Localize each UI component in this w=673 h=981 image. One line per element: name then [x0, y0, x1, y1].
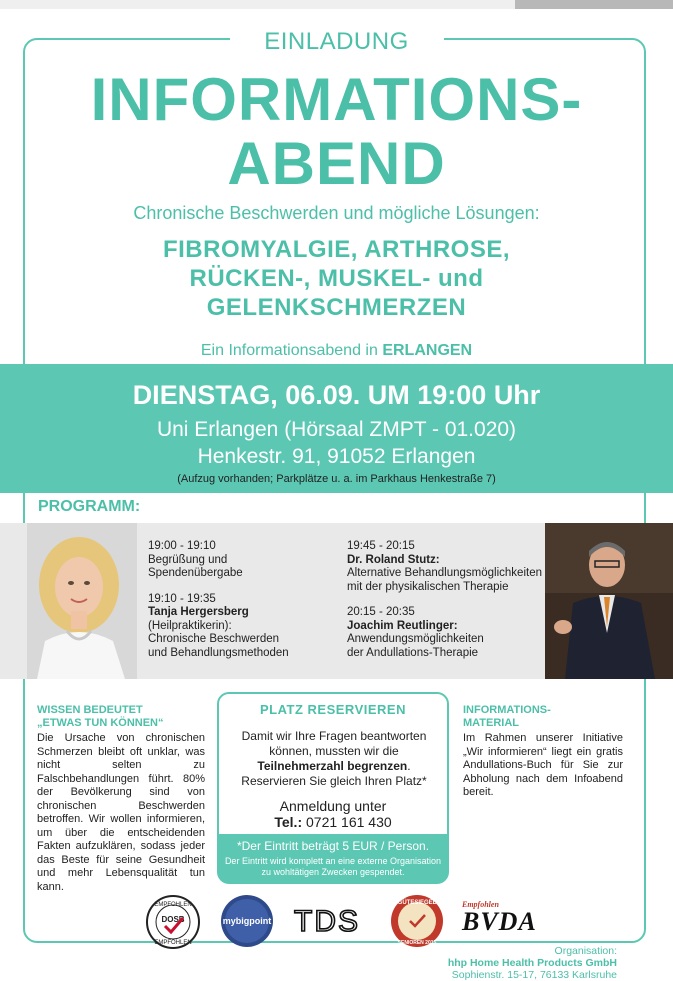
event-note: (Aufzug vorhanden; Parkplätze u. a. im Parkhaus Henkestraße 7) — [177, 473, 496, 485]
event-address: Henkestr. 91, 91052 Erlangen — [197, 445, 476, 468]
programm-line: der Andullations-Therapie — [347, 646, 479, 659]
reservation-contact — [219, 798, 447, 830]
diseases-line-2: RÜCKEN-, MUSKEL- und — [189, 265, 484, 292]
info-line — [0, 342, 673, 360]
phone-number[interactable]: 0721 161 430 — [306, 814, 392, 830]
organisation-name: hhp Home Health Products GmbH — [447, 957, 617, 969]
programm-line: Chronische Beschwerden — [148, 633, 280, 645]
programm-line: mit der physikalischen Therapie — [347, 580, 509, 593]
material-heading-line-2: MATERIAL — [463, 717, 520, 729]
senioren-text: SENIOREN 2015 — [397, 940, 437, 946]
material-heading — [463, 704, 551, 730]
einladung-heading: EINLADUNG — [264, 28, 409, 55]
guetesiegel-logo — [390, 894, 444, 948]
event-venue: Uni Erlangen (Hörsaal ZMPT - 01.020) — [156, 418, 517, 441]
guetesiegel-text: GÜTESIEGEL — [397, 900, 437, 906]
material-heading-line-1: INFORMATIONS- — [463, 704, 551, 716]
programm-line: Anwendungsmöglichkeiten — [347, 633, 484, 645]
programm-column-right — [347, 540, 542, 660]
top-strip-dark — [515, 0, 673, 9]
wissen-heading-line-2: „ETWAS TUN KÖNNEN“ — [37, 717, 164, 729]
organisation-address: Sophienstr. 15-17, 76133 Karlsruhe — [451, 969, 617, 981]
mybigpoint-text: mybigpoint — [222, 916, 272, 926]
title-line-1: INFORMATIONS- — [90, 66, 583, 133]
reservation-text — [229, 729, 439, 789]
programm-time-3: 19:45 - 20:15 — [347, 540, 415, 552]
info-city: ERLANGEN — [382, 342, 473, 359]
subtitle: Chronische Beschwerden und mögliche Lösungen: — [133, 203, 540, 223]
reservation-text-bold: Teilnehmerzahl begrenzen — [257, 759, 408, 773]
programm-time-2: 19:10 - 19:35 — [148, 592, 216, 605]
diseases-heading — [0, 235, 673, 322]
event-date: DIENSTAG, 06.09. UM 19:00 Uhr — [132, 380, 541, 410]
tds-logo — [290, 904, 364, 938]
wissen-text: Die Ursache von chronischen Schmerzen bleibt oft unklar, was nicht selten zu Falschbehandlungen führt. 80% der Bevölkerung sind von chronischen Beschwerden betroffen. Wir wollen informieren, um über die entscheidenden Fakten aufzuklären, sodass jeder das Beste für seine Gesundheit und mehr Lebensqualität tun kann. — [37, 732, 205, 893]
programm-line: und Behandlungsmethoden — [148, 646, 289, 659]
phone-label: Tel.: — [274, 814, 303, 830]
programm-speaker: Tanja Hergersberg — [148, 606, 249, 618]
info-prefix: Ein Informationsabend in — [200, 342, 383, 359]
fee-note: Der Eintritt wird komplett an eine externe Organisation zu wohltätigen Zwecken gespendet. — [224, 856, 442, 877]
wissen-heading — [37, 704, 164, 730]
page-title — [0, 68, 673, 196]
mybigpoint-logo — [220, 894, 274, 948]
reservation-text-1: Damit wir Ihre Fragen beantworten können, mussten wir die — [241, 729, 427, 758]
reservation-text-2: . Reservieren Sie gleich Ihren Platz* — [241, 759, 427, 788]
speaker-photo-woman — [27, 523, 137, 679]
phone-line[interactable] — [219, 814, 447, 830]
fee-text: *Der Eintritt beträgt 5 EUR / Person. — [236, 839, 430, 853]
bvda-logo — [462, 900, 542, 944]
anmeldung-label: Anmeldung unter — [279, 798, 387, 814]
fee-banner — [217, 834, 449, 884]
reservation-box — [217, 692, 449, 882]
dosb-top-text: EMPFOHLEN — [154, 902, 192, 908]
programm-column-left — [148, 540, 289, 660]
programm-speaker: Dr. Roland Stutz: — [347, 553, 440, 566]
dosb-logo — [145, 894, 201, 950]
programm-time-1: 19:00 - 19:10 — [148, 540, 216, 552]
title-line-2: ABEND — [227, 130, 446, 197]
tds-text: TDS — [294, 905, 360, 938]
organisation-label: Organisation: — [554, 945, 617, 957]
speaker-photo-man — [545, 523, 673, 679]
dosb-mid-text: DOSB — [161, 915, 185, 924]
bvda-empfohlen: Empfohlen — [462, 900, 499, 909]
organisation-block — [397, 945, 617, 981]
material-text: Im Rahmen unserer Initiative „Wir informieren“ liegt ein gratis Andullations-Buch für Sie zur Abholung nach dem Infoabend bereit. — [463, 732, 623, 798]
dosb-bottom-text: EMPFOHLEN — [154, 940, 192, 946]
programm-line: Begrüßung und — [148, 553, 228, 566]
diseases-line-3: GELENKSCHMERZEN — [206, 294, 467, 321]
bvda-text: BVDA — [462, 907, 537, 936]
diseases-line-1: FIBROMYALGIE, ARTHROSE, — [162, 236, 511, 263]
programm-speaker: Joachim Reutlinger: — [347, 619, 458, 632]
programm-line: (Heilpraktikerin): — [148, 619, 232, 632]
wissen-heading-line-1: WISSEN BEDEUTET — [37, 704, 143, 716]
programm-line: Alternative Behandlungsmöglichkeiten — [347, 567, 542, 579]
programm-time-4: 20:15 - 20:35 — [347, 606, 415, 618]
reservation-heading: PLATZ RESERVIEREN — [260, 702, 406, 717]
programm-label: PROGRAMM: — [38, 498, 141, 515]
programm-line: Spendenübergabe — [148, 567, 243, 579]
